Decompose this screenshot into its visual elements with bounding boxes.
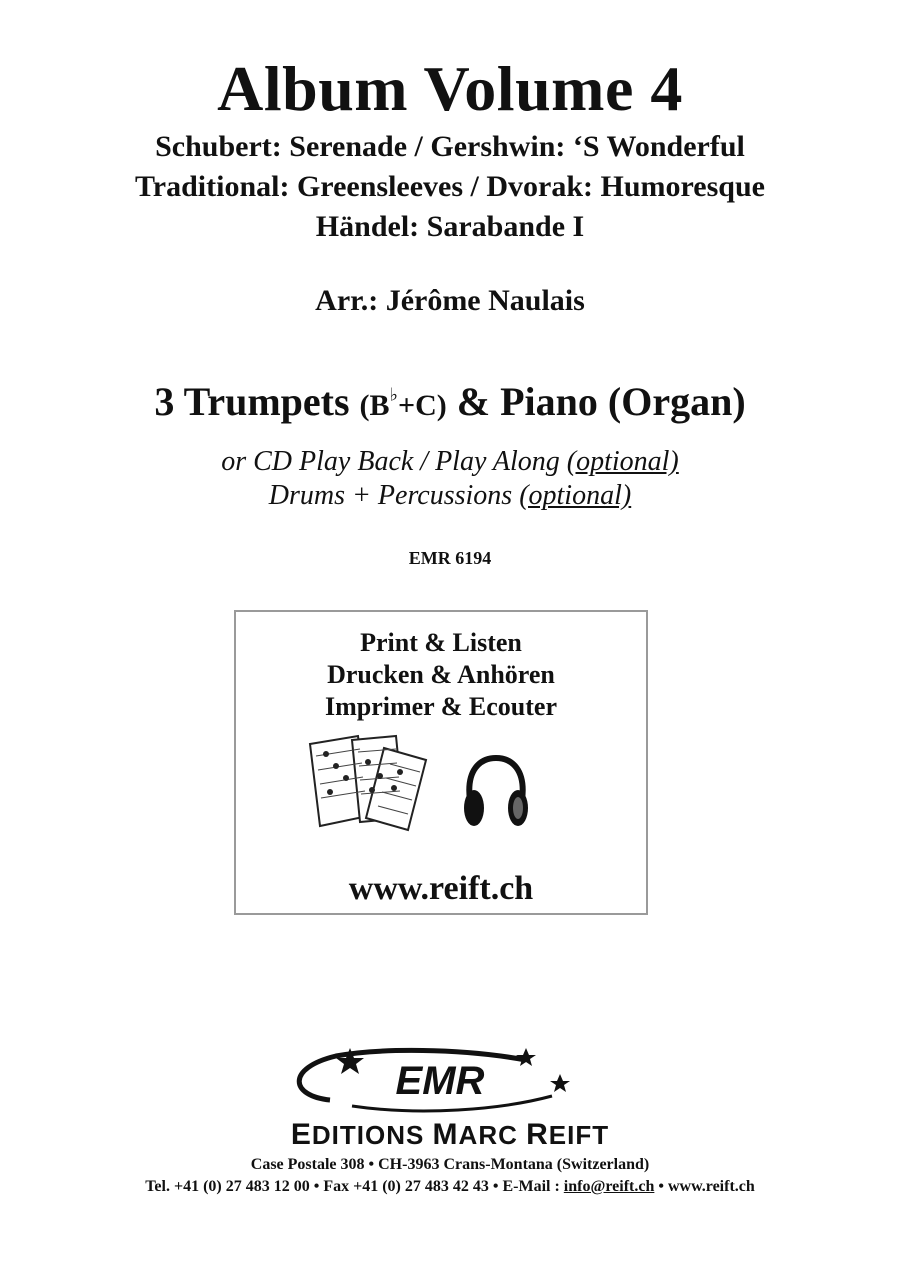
subtitle-line-2: Traditional: Greensleeves / Dvorak: Humoresque [135, 170, 765, 203]
instrumentation-key-c: +C) [398, 389, 447, 422]
publisher-name-arc: ARC [458, 1120, 527, 1150]
contact-email-link[interactable]: info@reift.ch [563, 1178, 655, 1195]
instrumentation-key-b: (B [359, 389, 390, 422]
promo-line-en: Print & Listen [360, 628, 522, 657]
publisher-name-e: E [290, 1118, 312, 1151]
option-line-2-text: Drums + Percussions [268, 480, 520, 511]
publisher-name-r: R [526, 1118, 549, 1151]
contact-website[interactable]: • www.reift.ch [654, 1178, 755, 1195]
contact-phone-fax: Tel. +41 (0) 27 483 12 00 • Fax +41 (0) 27 483 42 43 • E-Mail : [145, 1178, 564, 1195]
option-line-1-text: or CD Play Back / Play Along [221, 446, 567, 477]
instrumentation-suffix: & Piano (Organ) [446, 379, 746, 424]
option-line-1-optional: (optional) [566, 446, 679, 477]
sheet-music-icon [304, 732, 436, 832]
instrumentation-prefix: 3 Trumpets [154, 379, 360, 424]
logo-text: EMR [395, 1059, 485, 1103]
publisher-name-m: M [432, 1118, 459, 1151]
option-line-2-optional: (optional) [519, 480, 632, 511]
arranger: Arr.: Jérôme Naulais [315, 284, 585, 317]
album-title: Album Volume 4 [217, 53, 683, 124]
publisher-name [0, 1118, 900, 1152]
website-link[interactable]: www.reift.ch [348, 870, 534, 907]
option-line-1 [0, 446, 900, 478]
publisher-name-ditions: DITIONS [311, 1120, 433, 1150]
catalog-code: EMR 6194 [408, 548, 492, 568]
publisher-name-eift: EIFT [548, 1120, 610, 1150]
publisher-address: Case Postale 308 • CH-3963 Crans-Montana (Switzerland) [250, 1156, 650, 1173]
subtitle-line-1: Schubert: Serenade / Gershwin: ‘S Wonderful [155, 130, 745, 163]
print-listen-box [234, 610, 648, 915]
instrumentation [0, 378, 900, 425]
subtitle-line-3: Händel: Sarabande I [315, 210, 585, 243]
headphones-icon [460, 752, 532, 832]
flat-symbol: ♭ [389, 384, 399, 405]
publisher-contact [0, 1178, 900, 1196]
option-line-2 [0, 480, 900, 512]
emr-logo [290, 1044, 590, 1114]
promo-line-fr: Imprimer & Ecouter [324, 692, 557, 721]
promo-line-de: Drucken & Anhören [327, 660, 555, 689]
